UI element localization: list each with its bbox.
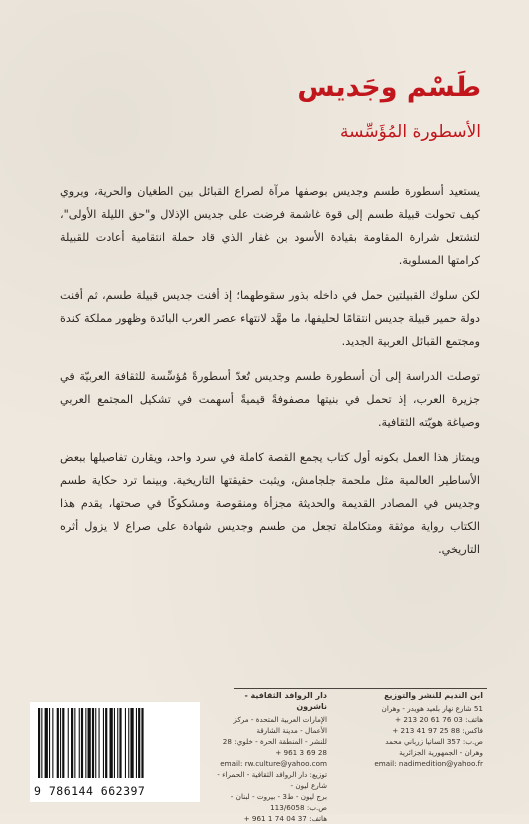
distribution-phone: هاتف: 37 04 74 1 961 + [243,814,327,823]
synopsis-paragraph: يستعيد أسطورة طسم وجديس بوصفها مرآة لصراع القبائل بين الطغيان والحرية، ويروي كيف تحولت قبيلة طسم إلى قوة غاشمة فرضت على جديس الإذلال و"حق الليلة الأولى"، لتشتعل شرارة المقاومة بقيادة الأسود بن غفار الذي قاد حملة انتقامية أعادت للقبيلة كرامتها المسلوبة. [60,185,480,267]
book-subtitle: الأسطورة المُؤَسِّسة [340,122,481,142]
publisher-email: email: nadimedition@yahoo.fr [374,759,483,768]
distribution-line: توزيع: دار الروافد الثقافية - الحمراء - شارع ليون - [217,770,327,790]
publisher-po-box: ص.ب: 357 السانيا زرباني محمد [385,737,483,746]
book-title: طَسْم وجَديس [297,72,481,103]
synopsis-paragraph: ويمتاز هذا العمل بكونه أول كتاب يجمع القصة كاملة في سرد واحد، ويقارن تفاصيلها ببعض الأساطير العالمية مثل ملحمة جلجامش، ويثبت حقيقتها التاريخية. وبينما ترد حكاية طسم وجديس في المصادر القديمة والحديثة مجزأة ومنقوصة ومشكوكًا في صحتها، يقدم هذا الكتاب رواية موثقة ومتكاملة تجعل من طسم وجديس شهادة على صراع لا يزول أثره التاريخي. [60,451,480,556]
publisher-country: وهران - الجمهورية الجزائرية [399,748,483,757]
barcode-icon [36,708,194,778]
publisher-divider [234,688,487,689]
publisher-info-algeria [333,690,483,769]
publisher-info-rawafed [215,690,327,824]
distribution-address: برج ليون - ط3 - بيروت - لبنان - ص.ب: 113/6058 [230,792,327,812]
isbn-digits: 9 786144 662397 [34,784,146,798]
synopsis [60,180,480,573]
publisher-phone: هاتف: 03 76 61 20 213 + [395,715,483,724]
publisher-address-line: الإمارات العربية المتحدة - مركز الأعمال - مدينة الشارقة [233,715,327,735]
publisher-address-line: 51 شارع نهار بلعيد هويدر - وهران [381,704,483,713]
publisher-email: email: rw.culture@yahoo.com [220,759,327,768]
publisher-name: ابن النديم للنشر والتوزيع [384,691,483,700]
isbn-barcode [30,702,200,802]
publisher-fax: فاكس: 88 25 97 41 213 + [392,726,483,735]
publisher-phone: للنشر - المنطقة الحرة - خلوي: 28 28 69 3 961 + [222,737,327,757]
publisher-name: دار الروافد الثقافية - ناشرون [244,691,327,711]
synopsis-paragraph: توصلت الدراسة إلى أن أسطورة طسم وجديس تُعدّ أسطورةً مُؤسِّسة للثقافة العربيّة في جزيرة العرب، إذ تحمل في بنيتها مصفوفةً قيميةً أسهمت في تشكيل المجتمع العربي وصياغة هويّته الثقافية. [60,370,480,429]
synopsis-paragraph: لكن سلوك القبيلتين حمل في داخله بذور سقوطهما؛ إذ أفنت جديس قبيلة طسم، ثم أفنت دولة حمير قبيلة جديس انتقامًا لحليفها، ما مهَّد لانتهاء عصر العرب البائدة وظهور مملكة كندة ومجتمع القبائل العربية الجديد. [60,289,480,348]
